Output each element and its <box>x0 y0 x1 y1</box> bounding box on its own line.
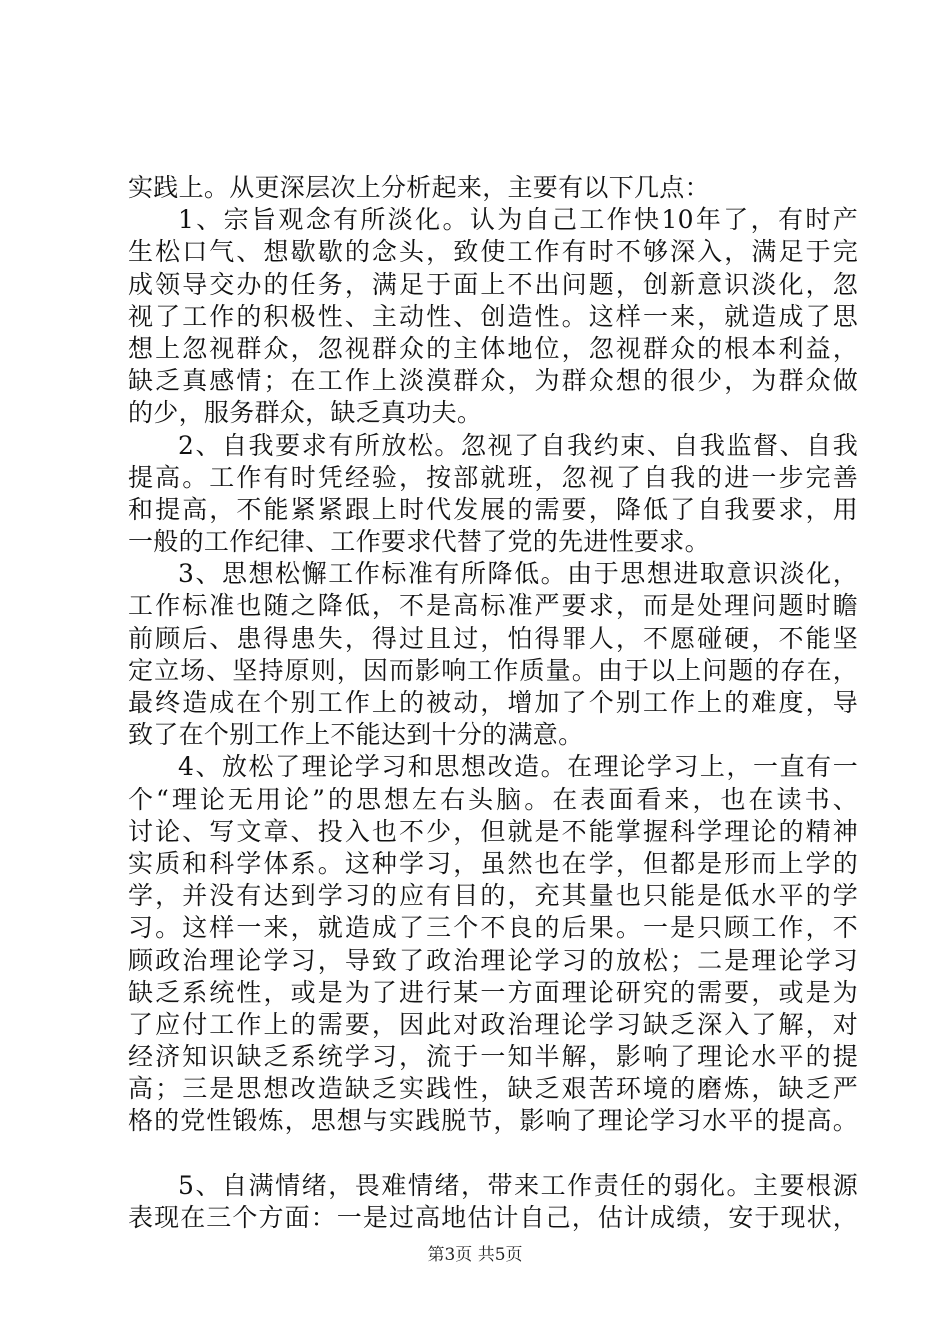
text-line: 一般的工作纪律、工作要求代替了党的先进性要求。 <box>128 527 710 557</box>
text-line: 想上忽视群众，忽视群众的主体地位，忽视群众的根本利益， <box>128 333 858 363</box>
text-line: 顾政治理论学习，导致了政治理论学习的放松；二是理论学习 <box>128 945 858 975</box>
text-line: 缺乏系统性，或是为了进行某一方面理论研究的需要，或是为 <box>128 977 858 1007</box>
text-line: 缺乏真感情；在工作上淡漠群众，为群众想的很少，为群众做 <box>128 366 858 396</box>
text-line: 3、思想松懈工作标准有所降低。由于思想进取意识淡化， <box>178 559 858 589</box>
text-line: 定立场、坚持原则，因而影响工作质量。由于以上问题的存在， <box>128 655 858 685</box>
text-line: 经济知识缺乏系统学习，流于一知半解，影响了理论水平的提 <box>128 1042 858 1072</box>
text-line: 格的党性锻炼，思想与实践脱节，影响了理论学习水平的提高。 <box>128 1106 858 1136</box>
text-line: 和提高，不能紧紧跟上时代发展的需要，降低了自我要求，用 <box>128 494 858 524</box>
text-line: 高；三是思想改造缺乏实践性，缺乏艰苦环境的磨炼，缺乏严 <box>128 1074 858 1104</box>
text-line: 讨论、写文章、投入也不少，但就是不能掌握科学理论的精神 <box>128 816 858 846</box>
text-line: 了应付工作上的需要，因此对政治理论学习缺乏深入了解，对 <box>128 1009 858 1039</box>
text-line: 1、宗旨观念有所淡化。认为自己工作快10年了，有时产 <box>178 205 858 235</box>
text-line: 习。这样一来，就造成了三个不良的后果。一是只顾工作，不 <box>128 913 858 943</box>
text-line: 生松口气、想歇歇的念头，致使工作有时不够深入，满足于完 <box>128 237 858 267</box>
text-line: 2、自我要求有所放松。忽视了自我约束、自我监督、自我 <box>178 430 858 460</box>
text-line: 表现在三个方面：一是过高地估计自己，估计成绩，安于现状， <box>128 1202 858 1232</box>
text-line: 提高。工作有时凭经验，按部就班，忽视了自我的进一步完善 <box>128 462 858 492</box>
text-line: 工作标准也随之降低，不是高标准严要求，而是处理问题时瞻 <box>128 591 858 621</box>
text-line: 实践上。从更深层次上分析起来，主要有以下几点： <box>128 173 710 202</box>
text-line: 实质和科学体系。这种学习，虽然也在学，但都是形而上学的 <box>128 848 858 878</box>
text-line: 前顾后、患得患失，得过且过，怕得罪人，不愿碰硬，不能坚 <box>128 623 858 653</box>
text-line: 5、自满情绪，畏难情绪，带来工作责任的弱化。主要根源 <box>178 1170 858 1200</box>
paragraph-gap <box>128 1138 858 1170</box>
page-number-footer: 第3页 共5页 <box>427 1245 523 1265</box>
text-line: 致了在个别工作上不能达到十分的满意。 <box>128 720 584 750</box>
body-text <box>128 172 858 1234</box>
text-line: 最终造成在个别工作上的被动，增加了个别工作上的难度，导 <box>128 688 858 717</box>
text-line: 视了工作的积极性、主动性、创造性。这样一来，就造成了思 <box>128 301 858 331</box>
text-line: 个“理论无用论”的思想左右头脑。在表面看来，也在读书、 <box>128 784 858 814</box>
text-line: 成领导交办的任务，满足于面上不出问题，创新意识淡化，忽 <box>128 269 858 299</box>
text-line: 学，并没有达到学习的应有目的，充其量也只能是低水平的学 <box>128 881 858 911</box>
text-line: 4、放松了理论学习和思想改造。在理论学习上，一直有一 <box>178 752 858 782</box>
text-line: 的少，服务群众，缺乏真功夫。 <box>128 398 483 428</box>
